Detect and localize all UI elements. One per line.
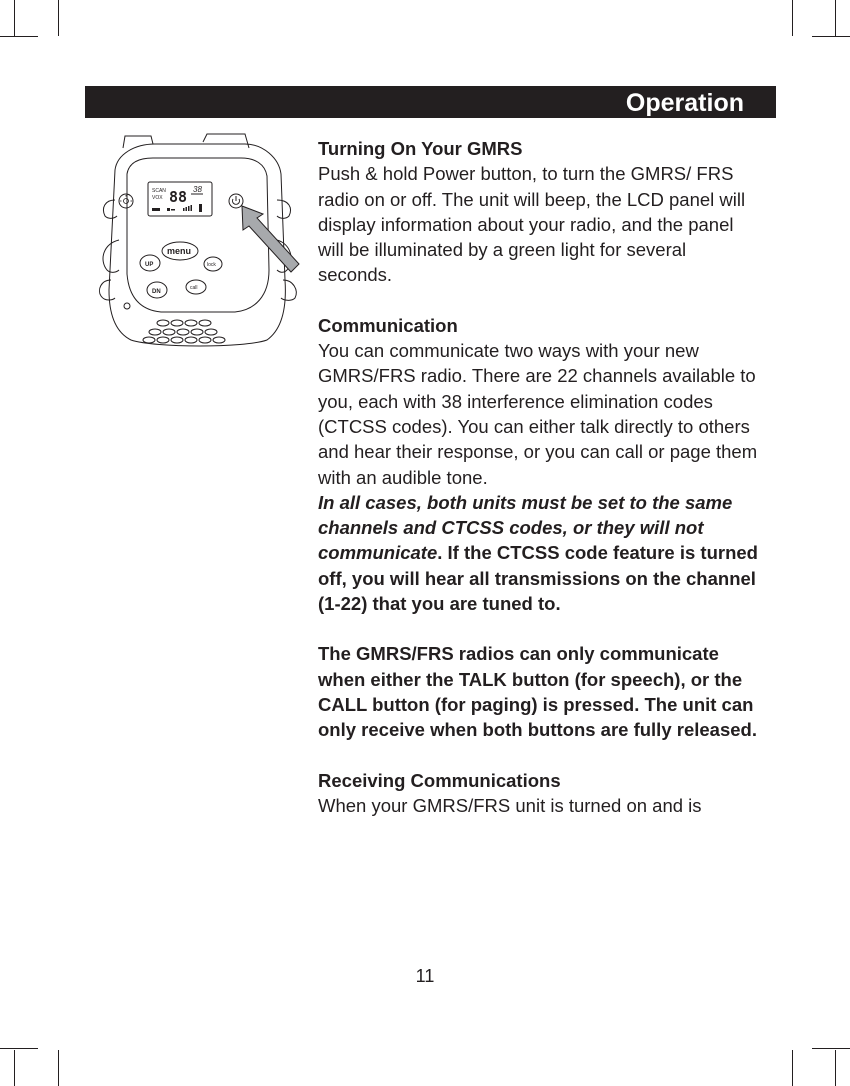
section-title: Operation	[625, 89, 744, 117]
crop-mark	[812, 1048, 850, 1049]
call-button-label: call	[190, 285, 198, 291]
crop-mark	[792, 0, 793, 36]
body-receiving: When your GMRS/FRS unit is turned on and is	[318, 794, 702, 816]
body-communication: You can communicate two ways with your new GMRS/FRS radio. There are 22 channels available to you, each with 38 interference elimination codes (CTCSS codes). You can either talk directly to others and hear their response, or you can call or page them with an audible tone.	[318, 340, 758, 488]
body-turning-on: Push & hold Power button, to turn the GMRS/ FRS radio on or off. The unit will beep, the LCD panel will display information about your radio, and the panel will be illuminated by a green light for several seconds.	[318, 163, 746, 286]
light-icon	[120, 195, 132, 204]
arrow-icon	[242, 206, 299, 272]
note-communication	[318, 490, 758, 616]
crop-mark	[0, 36, 38, 37]
heading-turning-on: Turning On Your GMRS	[318, 138, 523, 159]
note-bold: . If the CTCSS code feature is turned off, you will hear all transmissions on the channel (1-22) that you are tuned to.	[318, 542, 758, 615]
crop-mark	[14, 1050, 15, 1086]
radio-illustration	[95, 130, 300, 352]
lcd-vox: VOX	[152, 195, 163, 201]
crop-mark	[58, 0, 59, 36]
crop-mark	[835, 0, 836, 36]
power-icon	[233, 196, 240, 204]
dn-button-label: DN	[152, 289, 161, 295]
crop-mark	[792, 1050, 793, 1086]
crop-mark	[58, 1050, 59, 1086]
page-number: 11	[415, 966, 435, 986]
crop-mark	[835, 1050, 836, 1086]
note-italic: In all cases, both units must be set to the same channels and CTCSS codes, or they will not communicate	[318, 491, 733, 564]
crop-mark	[0, 1048, 38, 1049]
section-header-bar	[85, 86, 776, 118]
lcd-channel: 88	[169, 188, 188, 206]
heading-communication: Communication	[318, 314, 458, 336]
lcd-code: 38	[193, 185, 202, 194]
up-button-label: UP	[145, 262, 154, 268]
text-column	[318, 136, 758, 818]
lcd-scan: SCAN	[152, 188, 166, 194]
crop-mark	[14, 0, 15, 36]
menu-button-label: menu	[167, 246, 192, 256]
crop-mark	[812, 36, 850, 37]
body-talk-call: The GMRS/FRS radios can only communicate when either the TALK button (for speech), or the CALL button (for paging) is pressed. The unit can only receive when both buttons are fully released.	[318, 643, 757, 741]
heading-receiving: Receiving Communications	[318, 769, 561, 791]
lock-button-label: lock	[207, 262, 216, 268]
